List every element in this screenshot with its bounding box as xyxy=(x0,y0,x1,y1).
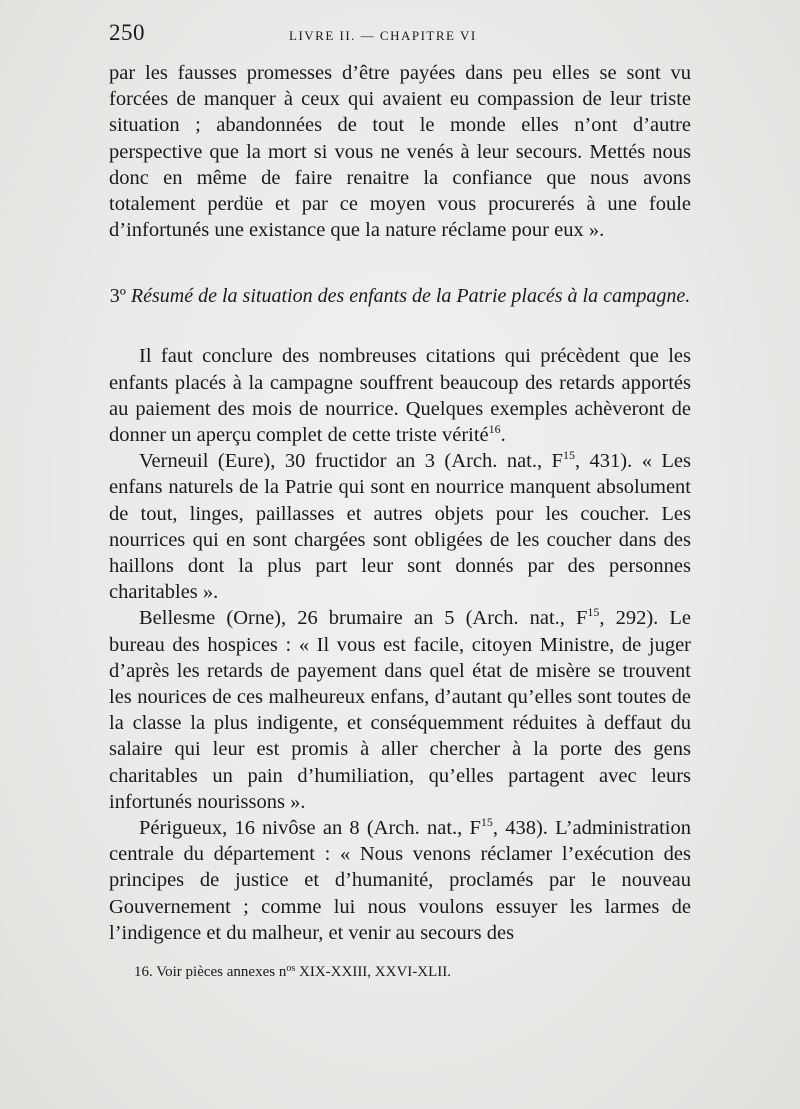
section-number: 3º xyxy=(109,285,126,308)
running-head: LIVRE II. — CHAPITRE VI xyxy=(289,28,477,43)
paragraph-intro-end: . xyxy=(500,424,506,447)
citation-perigueux-sup: 15 xyxy=(480,815,493,830)
footnote-number: 16. xyxy=(134,964,153,980)
footnote xyxy=(134,962,694,982)
paragraph-intro-text: Il faut conclure des nombreuses citations qui précèdent que les enfants placés à la campagne souffrent beaucoup des retards apportés au paiement des mois de nourrice. Quelques exemples achèveront de donner un aperçu complet de cette triste vérité xyxy=(109,345,691,447)
footnote-text: Voir pièces annexes n xyxy=(156,964,287,980)
section-heading xyxy=(109,283,691,309)
section-title: Résumé de la situation des enfants de la Patrie placés à la campagne. xyxy=(130,285,691,308)
paragraph-continuation: par les fausses promesses d’être payées dans peu elles se sont vu forcées de manquer à ceux qui avaient eu compassion de leur triste situation ; abandonnées de tout le monde elles n’ont d’autre perspective que la mort si vous ne venés à leur secours. Mettés nous donc en même de faire renaitre la confiance que nous avons totalement perdüe et par ce moyen vous procurerés à une foule d’infortunés une existance que la nature réclame pour eux ». xyxy=(109,62,691,242)
paragraph-perigueux xyxy=(109,815,691,946)
page-header xyxy=(109,20,691,50)
paragraph-intro xyxy=(109,343,691,448)
paragraph-bellesme xyxy=(109,605,691,815)
citation-perigueux: Périgueux, 16 nivôse an 8 (Arch. nat., F xyxy=(139,817,481,840)
body-text xyxy=(109,60,691,946)
quote-bellesme: , 292). Le bureau des hospices : « Il vous est facile, citoyen Ministre, de juger d’après les retards de payement dans quel état de misère se trouvent les nourices de ces malheureux enfans, d’autant qu’elles sont toutes de la classe la plus indigente, et conséquemment réduites à deffaut du salaire qui leur est promis à aller chercher à la porte des gens charitables un pain d’humiliation, qu’elles partagent avec leurs infortunés nourissons ». xyxy=(109,607,691,813)
citation-verneuil-sup: 15 xyxy=(562,448,575,463)
citation-bellesme: Bellesme (Orne), 26 brumaire an 5 (Arch. nat., F xyxy=(139,607,588,630)
footnote-reference: 16 xyxy=(488,422,501,437)
page-number: 250 xyxy=(109,20,145,45)
footnote-text-end: XIX-XXIII, XXVI-XLII. xyxy=(295,964,452,980)
quote-perigueux: , 438). L’administration centrale du département : « Nous venons réclamer l’exécution des principes de justice et d’humanité, proclamés par le nouveau Gouvernement ; comme lui nous voulons essuyer les larmes de l’indigence et du malheur, et venir au secours des xyxy=(109,817,691,944)
footnote-sup: os xyxy=(286,963,296,974)
paragraph-verneuil xyxy=(109,448,691,605)
citation-verneuil: Verneuil (Eure), 30 fructidor an 3 (Arch. nat., F xyxy=(139,450,563,473)
citation-bellesme-sup: 15 xyxy=(587,605,600,620)
quote-verneuil: , 431). « Les enfans naturels de la Patrie qui sont en nourrice manquent absolument de tout, linges, paillasses et autres objets pour les coucher. Les nourrices qui en sont chargées sont obligées de les coucher dans des haillons dont la plus part leur sont donnés par des personnes charitables ». xyxy=(109,450,691,604)
